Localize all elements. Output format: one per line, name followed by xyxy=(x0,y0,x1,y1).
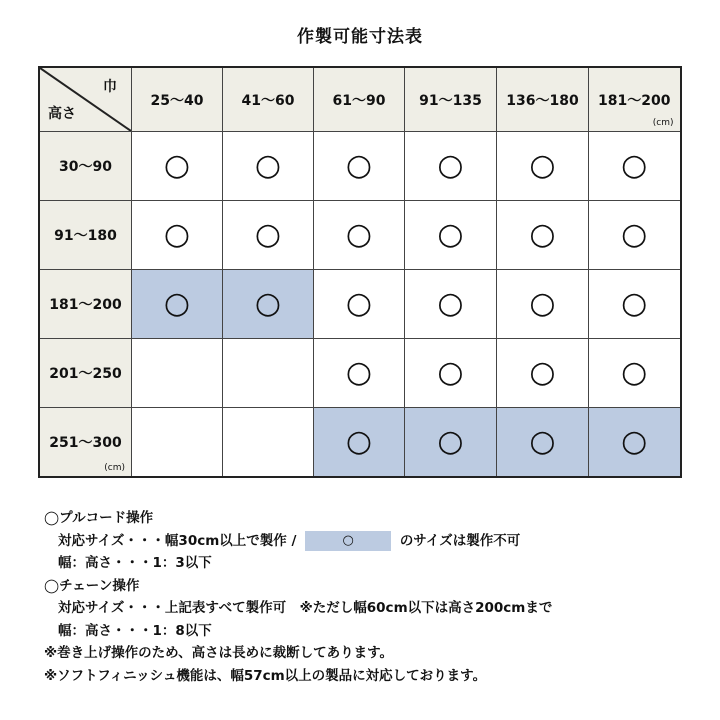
table-row xyxy=(39,201,681,270)
width-header: 61～90 xyxy=(314,67,405,132)
chain-title: ◯チェーン操作 xyxy=(44,577,140,594)
available-mark: ○ xyxy=(345,217,373,252)
width-header-label: 181～200 xyxy=(598,92,671,109)
pull-cord-support-text: 対応サイズ・・・幅30cm以上で製作 / xyxy=(58,532,297,549)
available-mark: ○ xyxy=(621,355,648,390)
size-cell xyxy=(314,132,405,201)
size-cell xyxy=(223,201,314,270)
table-row xyxy=(39,408,681,478)
size-cell xyxy=(589,201,681,270)
size-cell xyxy=(314,339,405,408)
table-row xyxy=(39,339,681,408)
size-cell xyxy=(314,408,405,478)
available-mark: ○ xyxy=(254,286,282,321)
note-roll: ※巻き上げ操作のため、高さは長めに裁断してあります。 xyxy=(44,645,394,661)
size-cell xyxy=(132,339,223,408)
height-header xyxy=(39,408,132,478)
height-header-label: 91～180 xyxy=(54,228,117,244)
size-cell xyxy=(405,408,497,478)
available-mark: ○ xyxy=(254,148,282,183)
table-row xyxy=(39,132,681,201)
size-cell xyxy=(405,339,497,408)
size-cell xyxy=(405,270,497,339)
size-cell xyxy=(314,201,405,270)
available-mark: ○ xyxy=(345,148,373,183)
size-cell xyxy=(497,339,589,408)
available-mark: ○ xyxy=(254,217,282,252)
size-cell xyxy=(223,339,314,408)
height-header-label: 251～300 xyxy=(49,435,122,451)
width-header: 41～60 xyxy=(223,67,314,132)
table-row xyxy=(39,270,681,339)
available-mark: ○ xyxy=(621,148,648,183)
size-cell xyxy=(405,201,497,270)
available-mark: ○ xyxy=(621,424,648,459)
page-title: 作製可能寸法表 xyxy=(297,27,423,47)
size-cell xyxy=(223,408,314,478)
size-table xyxy=(38,66,682,478)
pull-cord-unavailable-text: のサイズは製作不可 xyxy=(399,532,521,549)
available-mark: ○ xyxy=(621,286,648,321)
corner-cell xyxy=(39,67,132,132)
available-mark: ○ xyxy=(345,424,373,459)
pull-cord-support xyxy=(44,530,704,553)
height-header-label: 181～200 xyxy=(49,297,122,313)
size-cell xyxy=(497,270,589,339)
available-mark: ○ xyxy=(529,148,556,183)
available-mark: ○ xyxy=(529,217,556,252)
available-mark: ○ xyxy=(529,286,556,321)
size-cell xyxy=(132,132,223,201)
chain-support: 対応サイズ・・・上記表すべて製作可 ※ただし幅60cm以下は高さ200cmまで xyxy=(58,600,553,616)
height-unit: (cm) xyxy=(104,463,125,473)
height-header-label: 30～90 xyxy=(59,159,112,175)
available-mark: ○ xyxy=(163,286,191,321)
unavailable-swatch: ○ xyxy=(305,531,391,551)
height-header-label: 201～250 xyxy=(49,366,122,382)
pull-cord-ratio: 幅：高さ・・・1：3以下 xyxy=(58,555,212,571)
available-mark: ○ xyxy=(437,424,464,459)
available-mark: ○ xyxy=(437,286,464,321)
note-soft-finish: ※ソフトフィニッシュ機能は、幅57cm以上の製品に対応しております。 xyxy=(44,667,487,684)
available-mark: ○ xyxy=(437,355,464,390)
height-header xyxy=(39,132,132,201)
chain-ratio: 幅：高さ・・・1：8以下 xyxy=(58,622,212,639)
notes xyxy=(44,507,704,687)
width-header xyxy=(589,67,681,132)
available-mark: ○ xyxy=(163,148,191,183)
size-cell xyxy=(589,132,681,201)
size-cell xyxy=(405,132,497,201)
size-cell xyxy=(314,270,405,339)
width-header: 91～135 xyxy=(405,67,497,132)
height-header xyxy=(39,339,132,408)
header-row xyxy=(39,67,681,132)
height-header xyxy=(39,270,132,339)
available-mark: ○ xyxy=(163,217,191,252)
available-mark: ○ xyxy=(345,355,373,390)
available-mark: ○ xyxy=(529,424,556,459)
width-axis-label: 巾 xyxy=(103,79,117,95)
available-mark: ○ xyxy=(437,148,464,183)
available-mark: ○ xyxy=(621,217,648,252)
size-cell xyxy=(132,201,223,270)
size-cell xyxy=(589,270,681,339)
size-cell xyxy=(223,132,314,201)
size-cell xyxy=(497,132,589,201)
size-cell xyxy=(223,270,314,339)
pull-cord-title: ◯プルコード操作 xyxy=(44,510,154,526)
height-header xyxy=(39,201,132,270)
available-mark: ○ xyxy=(529,355,556,390)
height-axis-label: 高さ xyxy=(48,106,76,122)
size-cell xyxy=(132,270,223,339)
available-mark: ○ xyxy=(437,217,464,252)
available-mark: ○ xyxy=(345,286,373,321)
size-cell xyxy=(132,408,223,478)
size-cell xyxy=(497,201,589,270)
width-unit: (cm) xyxy=(652,118,674,128)
width-header: 136～180 xyxy=(497,67,589,132)
size-cell xyxy=(589,408,681,478)
size-cell xyxy=(497,408,589,478)
width-header: 25～40 xyxy=(132,67,223,132)
size-cell xyxy=(589,339,681,408)
